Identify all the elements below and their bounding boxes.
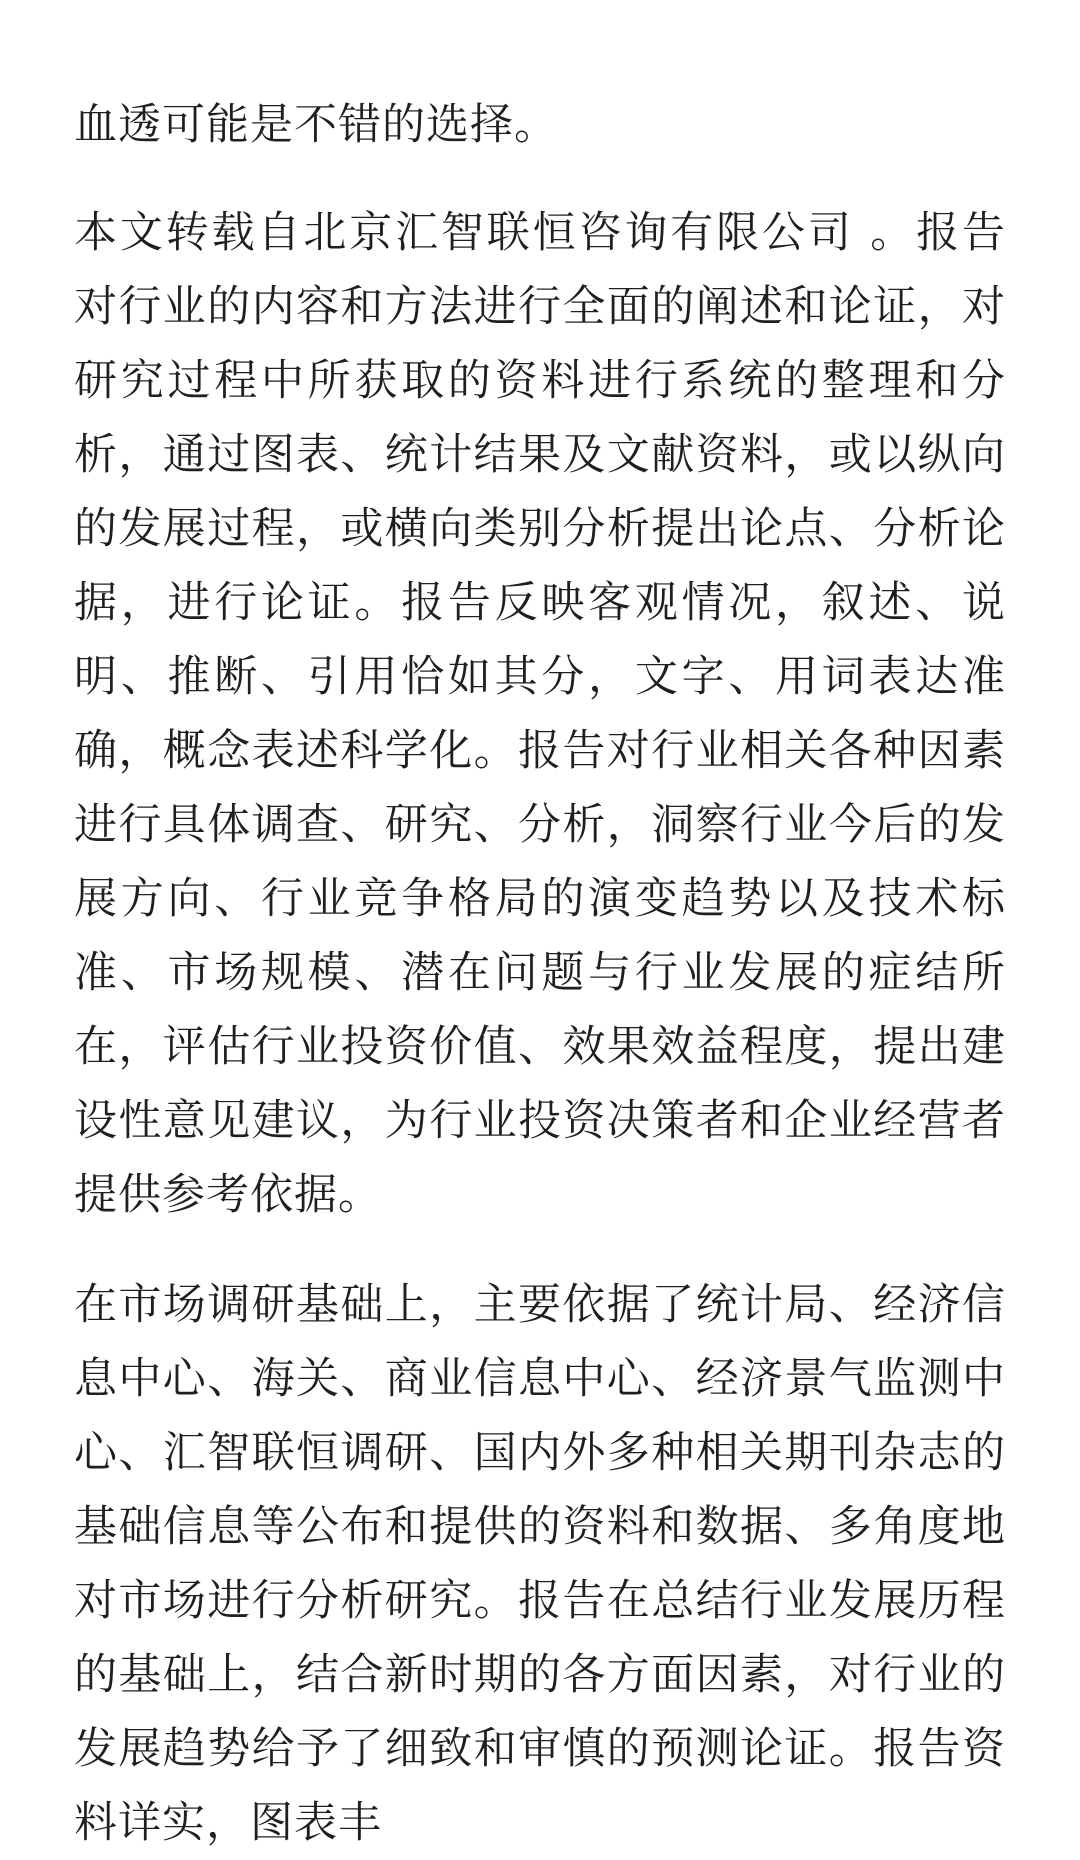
article-paragraph-2: 本文转载自北京汇智联恒咨询有限公司 。报告对行业的内容和方法进行全面的阐述和论证，对研究过程中所获取的资料进行系统的整理和分析，通过图表、统计结果及文献资料，或以纵向的发展过程，或横向类别分析提出论点、分析论据，进行论证。报告反映客观情况，叙述、说明、推断、引用恰如其分，文字、用词表达准确，概念表述科学化。报告对行业相关各种因素进行具体调查、研究、分析，洞察行业今后的发展方向、行业竞争格局的演变趋势以及技术标准、市场规模、潜在问题与行业发展的症结所在，评估行业投资价值、效果效益程度，提出建设性意见建议，为行业投资决策者和企业经营者提供参考依据。 [74, 208, 1006, 1220]
article-paragraph-1: 血透可能是不错的选择。 [74, 100, 558, 150]
article-paragraph-3: 在市场调研基础上，主要依据了统计局、经济信息中心、海关、商业信息中心、经济景气监测中心、汇智联恒调研、国内外多种相关期刊杂志的基础信息等公布和提供的资料和数据、多角度地对市场进行分析研究。报告在总结行业发展历程的基础上，结合新时期的各方面因素，对行业的发展趋势给予了细致和审慎的预测论证。报告资料详实，图表丰 [74, 1280, 1006, 1848]
